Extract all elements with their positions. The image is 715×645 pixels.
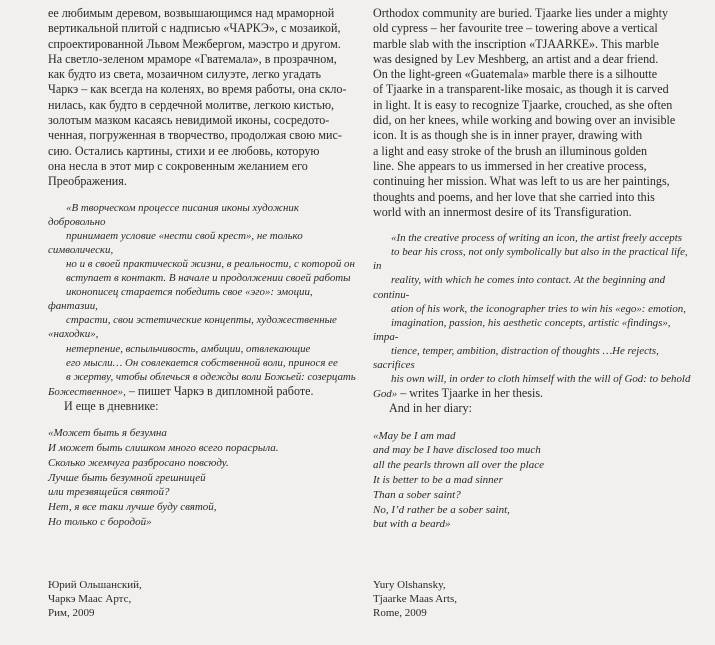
text-line: ее любимым деревом, возвышающимся над мраморной xyxy=(48,6,335,20)
poem-line: или трезвящейся святой? xyxy=(48,486,170,499)
quote-line: «В творческом процессе писания иконы художник добровольно xyxy=(48,201,299,228)
text-line: was designed by Lev Meshberg, an artist and a dear friend. xyxy=(373,51,659,66)
signature-line: Tjaarke Maas Arts, xyxy=(373,593,457,606)
quote-line: «In the creative process of writing an icon, the artist freely accepts xyxy=(391,232,682,245)
text-line: золотым мазком касаясь невидимой иконы, сосредото- xyxy=(48,113,330,128)
left-diary-poem xyxy=(48,426,358,530)
signature-line: Юрий Ольшанский, xyxy=(48,579,142,591)
right-signature xyxy=(373,578,457,621)
right-diary-intro: And in her diary: xyxy=(389,401,472,416)
quote-line: tience, temper, ambition, distraction of thoughts …He rejects, sacrifices xyxy=(373,344,659,371)
quote-line: ation of his work, the iconographer tries to win his «ego»: emotion, xyxy=(391,302,686,315)
poem-line: but with a beard» xyxy=(373,518,451,531)
text-line: нилась, как будто в сердечной молитве, легкою кистью, xyxy=(48,97,335,112)
text-line: thoughts and poems, and her love that she carried into this xyxy=(373,189,655,204)
text-line: continuing her mission. What was left to us are her paintings, xyxy=(373,174,670,189)
text-line: вертикальной плитой с надписью «ЧАРКЭ», с мозаикой, xyxy=(48,21,341,36)
text-line: Orthodox community are buried. Tjaarke lies under a mighty xyxy=(373,6,668,20)
signature-line: Чаркэ Маас Артс, xyxy=(48,593,132,606)
text-line: она несла в этот мир с сокровенным желанием его xyxy=(48,158,308,173)
left-thesis-quote xyxy=(48,201,358,399)
quote-attribution: – пишет Чаркэ в дипломной работе. xyxy=(125,383,314,398)
quote-attribution: – writes Tjaarke in her thesis. xyxy=(397,386,544,401)
quote-line: но и в своей практической жизни, в реальности, с которой он xyxy=(66,257,355,270)
text-line: old cypress – her favourite tree – towering above a vertical xyxy=(373,21,658,36)
quote-line: нетерпение, вспыльчивость, амбиции, отвлекающие xyxy=(66,342,311,355)
poem-line: Than a sober saint? xyxy=(373,488,461,501)
right-thesis-quote xyxy=(373,231,693,401)
quote-line: его мысли… Он совлекается собственной воли, принося ее xyxy=(66,356,338,369)
quote-line: God» xyxy=(373,388,398,401)
poem-line: No, I’d rather be a sober saint, xyxy=(373,503,510,516)
poem-line: all the pearls thrown all over the place xyxy=(373,459,544,472)
text-line: On the light-green «Guatemala» marble there is a silhoutte xyxy=(373,67,658,82)
text-line: line. She appears to us immersed in her creative process, xyxy=(373,158,647,173)
signature-line: Рим, 2009 xyxy=(48,607,95,620)
poem-line: and may be I have disclosed too much xyxy=(373,444,541,457)
text-line: Преображения. xyxy=(48,174,127,189)
left-signature xyxy=(48,578,142,621)
text-line: спроектированной Львом Межбергом, маэстро и другом. xyxy=(48,36,341,51)
quote-line: принимает условие «нести свой крест», не только символически, xyxy=(48,229,303,256)
quote-line: to bear his cross, not only symbolically but also in the practical life, in xyxy=(373,246,688,273)
right-diary-poem xyxy=(373,429,693,533)
poem-line: Но только с бородой» xyxy=(48,515,152,528)
text-line: icon. It is as though she is in inner prayer, drawing with xyxy=(373,128,643,143)
poem-line: «May be I am mad xyxy=(373,429,456,442)
text-line: did, on her knees, while working and bowing over an invisible xyxy=(373,113,676,128)
poem-line: It is better to be a mad sinner xyxy=(373,473,503,486)
right-column-english xyxy=(373,6,693,532)
text-line: marble slab with the inscription «TJAARKE». This marble xyxy=(373,36,659,51)
left-diary-intro: И еще в дневнике: xyxy=(64,398,159,413)
poem-line: Нет, я все таки лучше буду святой, xyxy=(48,501,217,514)
text-line: of Tjaarke in a transparent-like mosaic, as though it is carved xyxy=(373,82,669,97)
text-line: На светло-зеленом мраморе «Гватемала», в прозрачном, xyxy=(48,51,337,66)
right-body-paragraph xyxy=(373,6,693,220)
text-line: in light. It is easy to recognize Tjaarke, crouched, as she often xyxy=(373,97,673,112)
signature-line: Yury Olshansky, xyxy=(373,579,446,591)
poem-line: И может быть слишком много всего порасрыла. xyxy=(48,441,279,454)
quote-line: иконописец старается победить свое «эго»: эмоции, фантазии, xyxy=(48,286,313,313)
text-line: world with an innermost desire of its Transfiguration. xyxy=(373,204,632,219)
quote-line: в жертву, чтобы облечься в одежды воли Божьей: созерцать xyxy=(66,370,356,383)
text-line: сию. Остались картины, стихи и ее любовь, которую xyxy=(48,143,320,158)
quote-line: Божественное», xyxy=(48,385,126,398)
left-column-russian xyxy=(48,6,358,530)
quote-line: imagination, passion, his aesthetic concepts, artistic «findings», impa- xyxy=(373,316,671,343)
poem-line: «Может быть я безумна xyxy=(48,427,167,440)
text-line: ченная, погруженная в творчество, продолжая свою мис- xyxy=(48,128,342,143)
quote-line: вступает в контакт. В начале и продолжении своей работы xyxy=(66,272,351,285)
text-line: a light and easy stroke of the brush an illuminous golden xyxy=(373,143,648,158)
poem-line: Лучше быть безумной грешницей xyxy=(48,471,206,484)
poem-line: Сколько жемчуга разбросано повсюду. xyxy=(48,456,229,469)
quote-line: reality, with which he comes into contact. At the beginning and continu- xyxy=(373,274,666,301)
signature-line: Rome, 2009 xyxy=(373,607,427,620)
quote-line: his own will, in order to cloth himself with the will of God: to behold xyxy=(391,373,691,386)
quote-line: страсти, свои эстетические концепты, художественные «находки», xyxy=(48,314,337,341)
left-body-paragraph xyxy=(48,6,358,190)
text-line: как будто из света, мозаичном силуэте, легко угадать xyxy=(48,67,322,82)
text-line: Чаркэ – как всегда на коленях, во время работы, она скло- xyxy=(48,82,347,97)
